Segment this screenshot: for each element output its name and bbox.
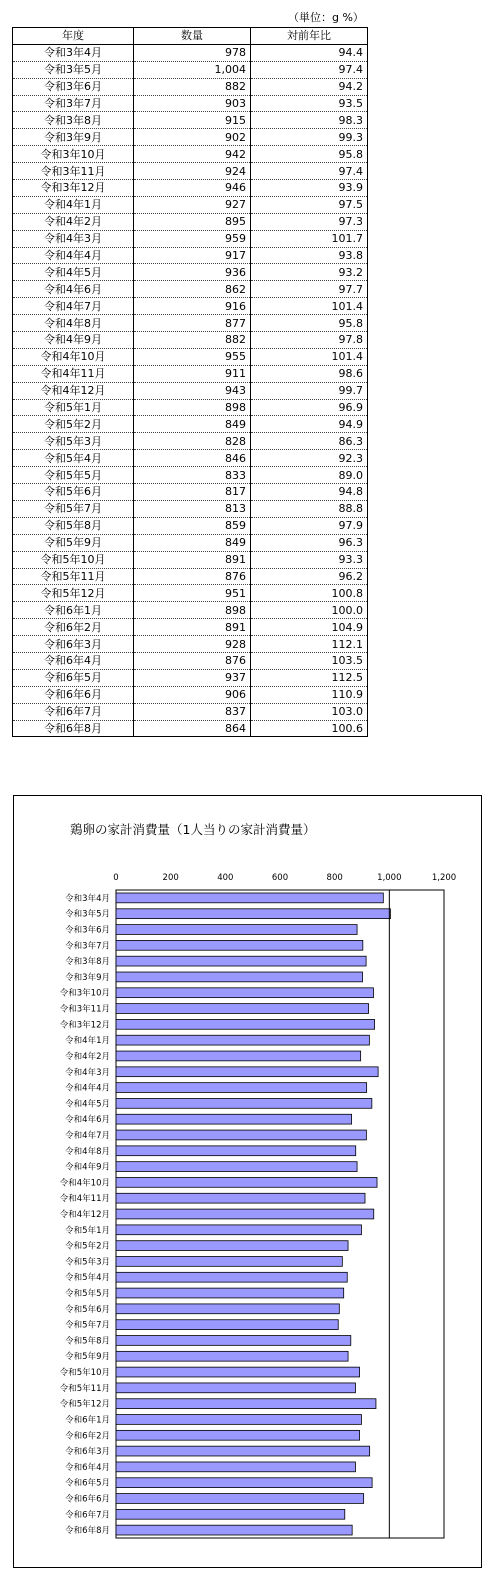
row-label: 令和5年7月 [13,500,134,517]
table-row [13,146,368,163]
table-row [13,213,368,230]
row-label: 令和5年8月 [13,517,134,534]
bar [116,1098,372,1108]
table-row [13,416,368,433]
row-quantity: 876 [134,652,251,669]
row-yoy-ratio: 93.5 [251,95,368,112]
table-row [13,61,368,78]
row-quantity: 902 [134,129,251,146]
row-label: 令和4年12月 [13,382,134,399]
category-label: 令和6年6月 [65,1494,110,1505]
row-quantity: 978 [134,44,251,61]
row-yoy-ratio: 96.2 [251,568,368,585]
bar [116,1241,348,1251]
row-yoy-ratio: 112.5 [251,669,368,686]
bar [116,893,383,903]
x-tick-label: 800 [326,873,343,883]
table-row [13,652,368,669]
row-label: 令和3年11月 [13,163,134,180]
row-label: 令和4年9月 [13,332,134,349]
row-label: 令和3年8月 [13,112,134,129]
row-quantity: 891 [134,619,251,636]
row-quantity: 882 [134,78,251,95]
row-yoy-ratio: 112.1 [251,636,368,653]
bar [116,1209,374,1219]
category-label: 令和5年4月 [65,1273,110,1284]
row-yoy-ratio: 94.9 [251,416,368,433]
bar [116,1177,377,1187]
row-yoy-ratio: 104.9 [251,619,368,636]
row-yoy-ratio: 101.7 [251,230,368,247]
row-yoy-ratio: 92.3 [251,450,368,467]
row-yoy-ratio: 97.7 [251,281,368,298]
table-row [13,636,368,653]
row-quantity: 895 [134,213,251,230]
row-label: 令和6年1月 [13,602,134,619]
category-label: 令和5年2月 [65,1241,110,1252]
row-yoy-ratio: 98.6 [251,365,368,382]
bar [116,1051,361,1061]
row-label: 令和4年2月 [13,213,134,230]
row-quantity: 849 [134,534,251,551]
row-quantity: 916 [134,298,251,315]
row-quantity: 813 [134,500,251,517]
bar [116,1478,372,1488]
category-label: 令和6年4月 [65,1462,110,1473]
unit-note: （単位：g %） [288,11,364,24]
row-yoy-ratio: 88.8 [251,500,368,517]
row-yoy-ratio: 95.8 [251,315,368,332]
category-label: 令和6年1月 [65,1415,110,1426]
row-yoy-ratio: 86.3 [251,433,368,450]
bar [116,1399,376,1409]
bar [116,1383,355,1393]
row-label: 令和3年4月 [13,44,134,61]
bar [116,1509,345,1519]
row-label: 令和4年5月 [13,264,134,281]
row-label: 令和3年5月 [13,61,134,78]
row-label: 令和5年11月 [13,568,134,585]
category-label: 令和4年9月 [65,1162,110,1173]
category-label: 令和5年1月 [65,1225,110,1236]
row-label: 令和6年7月 [13,703,134,720]
bar [116,1525,352,1535]
category-label: 令和6年2月 [65,1431,110,1442]
row-label: 令和4年4月 [13,247,134,264]
bar [116,1367,360,1377]
row-quantity: 959 [134,230,251,247]
category-label: 令和3年7月 [65,941,110,952]
bar [116,940,363,950]
row-yoy-ratio: 94.4 [251,44,368,61]
row-quantity: 903 [134,95,251,112]
row-quantity: 915 [134,112,251,129]
row-yoy-ratio: 110.9 [251,686,368,703]
header-year: 年度 [13,28,134,45]
row-label: 令和5年3月 [13,433,134,450]
bar [116,1336,351,1346]
table-row [13,619,368,636]
row-quantity: 928 [134,636,251,653]
category-label: 令和5年5月 [65,1289,110,1300]
row-quantity: 927 [134,196,251,213]
row-quantity: 898 [134,399,251,416]
bar [116,1494,364,1504]
table-row [13,467,368,484]
row-quantity: 917 [134,247,251,264]
table-row [13,44,368,61]
x-tick-label: 1,000 [377,873,402,883]
row-quantity: 837 [134,703,251,720]
category-label: 令和4年10月 [59,1178,110,1189]
row-quantity: 911 [134,365,251,382]
table-row [13,585,368,602]
table-row [13,163,368,180]
category-label: 令和5年7月 [65,1320,110,1331]
row-label: 令和4年7月 [13,298,134,315]
table-row [13,315,368,332]
table-row [13,534,368,551]
row-label: 令和6年6月 [13,686,134,703]
row-label: 令和3年6月 [13,78,134,95]
bar [116,1114,352,1124]
row-label: 令和4年11月 [13,365,134,382]
table-row [13,602,368,619]
row-label: 令和5年5月 [13,467,134,484]
row-quantity: 828 [134,433,251,450]
row-yoy-ratio: 103.5 [251,652,368,669]
table-row [13,247,368,264]
category-label: 令和4年2月 [65,1051,110,1062]
category-label: 令和4年1月 [65,1036,110,1047]
row-label: 令和4年8月 [13,315,134,332]
table-row [13,365,368,382]
row-label: 令和6年4月 [13,652,134,669]
category-label: 令和5年8月 [65,1336,110,1347]
row-yoy-ratio: 98.3 [251,112,368,129]
row-quantity: 943 [134,382,251,399]
category-label: 令和3年8月 [65,957,110,968]
row-yoy-ratio: 93.3 [251,551,368,568]
row-quantity: 833 [134,467,251,484]
table-row [13,686,368,703]
bar [116,972,363,982]
x-tick-label: 200 [162,873,179,883]
category-label: 令和3年12月 [59,1020,110,1031]
table-row [13,517,368,534]
row-label: 令和6年5月 [13,669,134,686]
table-row [13,196,368,213]
bar [116,1225,361,1235]
row-label: 令和5年9月 [13,534,134,551]
category-label: 令和5年10月 [59,1368,110,1379]
table-header-row [13,28,368,45]
row-yoy-ratio: 97.3 [251,213,368,230]
header-yoy-ratio: 対前年比 [251,28,368,45]
row-quantity: 906 [134,686,251,703]
table-row [13,332,368,349]
row-label: 令和5年6月 [13,484,134,501]
bar [116,1146,356,1156]
row-label: 令和6年2月 [13,619,134,636]
row-quantity: 876 [134,568,251,585]
category-label: 令和3年5月 [65,909,110,920]
row-quantity: 898 [134,602,251,619]
category-label: 令和4年5月 [65,1099,110,1110]
row-quantity: 877 [134,315,251,332]
category-label: 令和4年3月 [65,1067,110,1078]
bar [116,1320,338,1330]
row-label: 令和5年12月 [13,585,134,602]
table-row [13,230,368,247]
x-tick-label: 600 [271,873,289,883]
bar [116,956,366,966]
row-label: 令和3年10月 [13,146,134,163]
bar [116,988,373,998]
row-yoy-ratio: 100.6 [251,720,368,737]
row-quantity: 951 [134,585,251,602]
x-tick-label: 400 [217,873,234,883]
bar [116,1304,339,1314]
row-yoy-ratio: 99.7 [251,382,368,399]
category-label: 令和5年6月 [65,1304,110,1315]
bar [116,1019,375,1029]
table-row [13,129,368,146]
row-quantity: 1,004 [134,61,251,78]
row-label: 令和4年1月 [13,196,134,213]
row-yoy-ratio: 97.4 [251,163,368,180]
table-row [13,112,368,129]
bar [116,925,357,935]
bar [116,1035,369,1045]
row-quantity: 882 [134,332,251,349]
bar [116,1446,370,1456]
table-row [13,720,368,737]
row-quantity: 859 [134,517,251,534]
table-row [13,264,368,281]
row-yoy-ratio: 97.8 [251,332,368,349]
bar-chart [14,796,483,1569]
bar [116,1257,342,1267]
category-label: 令和5年3月 [65,1257,110,1268]
row-label: 令和5年10月 [13,551,134,568]
table-row [13,703,368,720]
category-label: 令和4年11月 [59,1194,110,1205]
consumption-table [12,27,368,737]
bar [116,909,390,919]
row-quantity: 862 [134,281,251,298]
table-row [13,399,368,416]
bar [116,1067,378,1077]
category-label: 令和4年6月 [65,1115,110,1126]
row-quantity: 936 [134,264,251,281]
row-quantity: 817 [134,484,251,501]
table-row [13,669,368,686]
row-yoy-ratio: 93.8 [251,247,368,264]
row-yoy-ratio: 94.2 [251,78,368,95]
bar [116,1083,367,1093]
category-label: 令和4年7月 [65,1130,110,1141]
table-body [13,44,368,737]
row-label: 令和6年8月 [13,720,134,737]
row-quantity: 924 [134,163,251,180]
row-label: 令和4年6月 [13,281,134,298]
row-yoy-ratio: 94.8 [251,484,368,501]
row-quantity: 849 [134,416,251,433]
row-quantity: 846 [134,450,251,467]
table-row [13,568,368,585]
row-yoy-ratio: 93.9 [251,180,368,197]
bar [116,1004,369,1014]
row-label: 令和5年1月 [13,399,134,416]
row-label: 令和3年7月 [13,95,134,112]
table-row [13,551,368,568]
category-label: 令和4年12月 [59,1210,110,1220]
row-yoy-ratio: 93.2 [251,264,368,281]
table-row [13,95,368,112]
table-row [13,484,368,501]
row-label: 令和3年9月 [13,129,134,146]
row-quantity: 942 [134,146,251,163]
category-label: 令和4年4月 [65,1083,110,1094]
row-label: 令和6年3月 [13,636,134,653]
category-label: 令和5年12月 [59,1399,110,1410]
bar [116,1415,361,1425]
header-quantity: 数量 [134,28,251,45]
bar [116,1272,347,1282]
category-label: 令和6年5月 [65,1478,110,1489]
bar [116,1130,366,1140]
row-label: 令和3年12月 [13,180,134,197]
row-yoy-ratio: 101.4 [251,348,368,365]
bar [116,1162,357,1172]
table-row [13,500,368,517]
row-quantity: 891 [134,551,251,568]
row-yoy-ratio: 100.8 [251,585,368,602]
x-tick-label: 0 [113,873,119,883]
chart-frame [13,795,482,1568]
chart-title: 鶏卵の家計消費量（1人当りの家計消費量） [70,822,316,837]
bar [116,1462,355,1472]
table-row [13,348,368,365]
bar [116,1430,360,1440]
table-row [13,433,368,450]
table-row [13,180,368,197]
category-label: 令和6年3月 [65,1447,110,1458]
row-yoy-ratio: 97.9 [251,517,368,534]
category-label: 令和3年6月 [65,925,110,936]
category-label: 令和5年9月 [65,1352,110,1363]
category-label: 令和6年7月 [65,1510,110,1521]
row-quantity: 937 [134,669,251,686]
row-yoy-ratio: 99.3 [251,129,368,146]
row-quantity: 946 [134,180,251,197]
category-label: 令和3年9月 [65,972,110,983]
table-row [13,281,368,298]
category-label: 令和3年11月 [59,1004,110,1015]
bar [116,1193,365,1203]
table-row [13,450,368,467]
row-yoy-ratio: 95.8 [251,146,368,163]
row-yoy-ratio: 96.9 [251,399,368,416]
row-label: 令和5年2月 [13,416,134,433]
row-label: 令和4年10月 [13,348,134,365]
row-yoy-ratio: 89.0 [251,467,368,484]
row-label: 令和5年4月 [13,450,134,467]
table-row [13,298,368,315]
category-label: 令和5年11月 [59,1383,110,1394]
category-label: 令和4年8月 [65,1146,110,1157]
row-quantity: 864 [134,720,251,737]
table-row [13,382,368,399]
category-label: 令和6年8月 [65,1526,110,1537]
row-yoy-ratio: 97.4 [251,61,368,78]
row-label: 令和4年3月 [13,230,134,247]
row-yoy-ratio: 97.5 [251,196,368,213]
bar [116,1288,344,1298]
row-quantity: 955 [134,348,251,365]
row-yoy-ratio: 100.0 [251,602,368,619]
row-yoy-ratio: 96.3 [251,534,368,551]
x-tick-label: 1,200 [431,873,457,883]
category-label: 令和3年10月 [59,988,110,999]
row-yoy-ratio: 103.0 [251,703,368,720]
bar [116,1351,348,1361]
table-row [13,78,368,95]
category-label: 令和3年4月 [65,893,110,904]
row-yoy-ratio: 101.4 [251,298,368,315]
